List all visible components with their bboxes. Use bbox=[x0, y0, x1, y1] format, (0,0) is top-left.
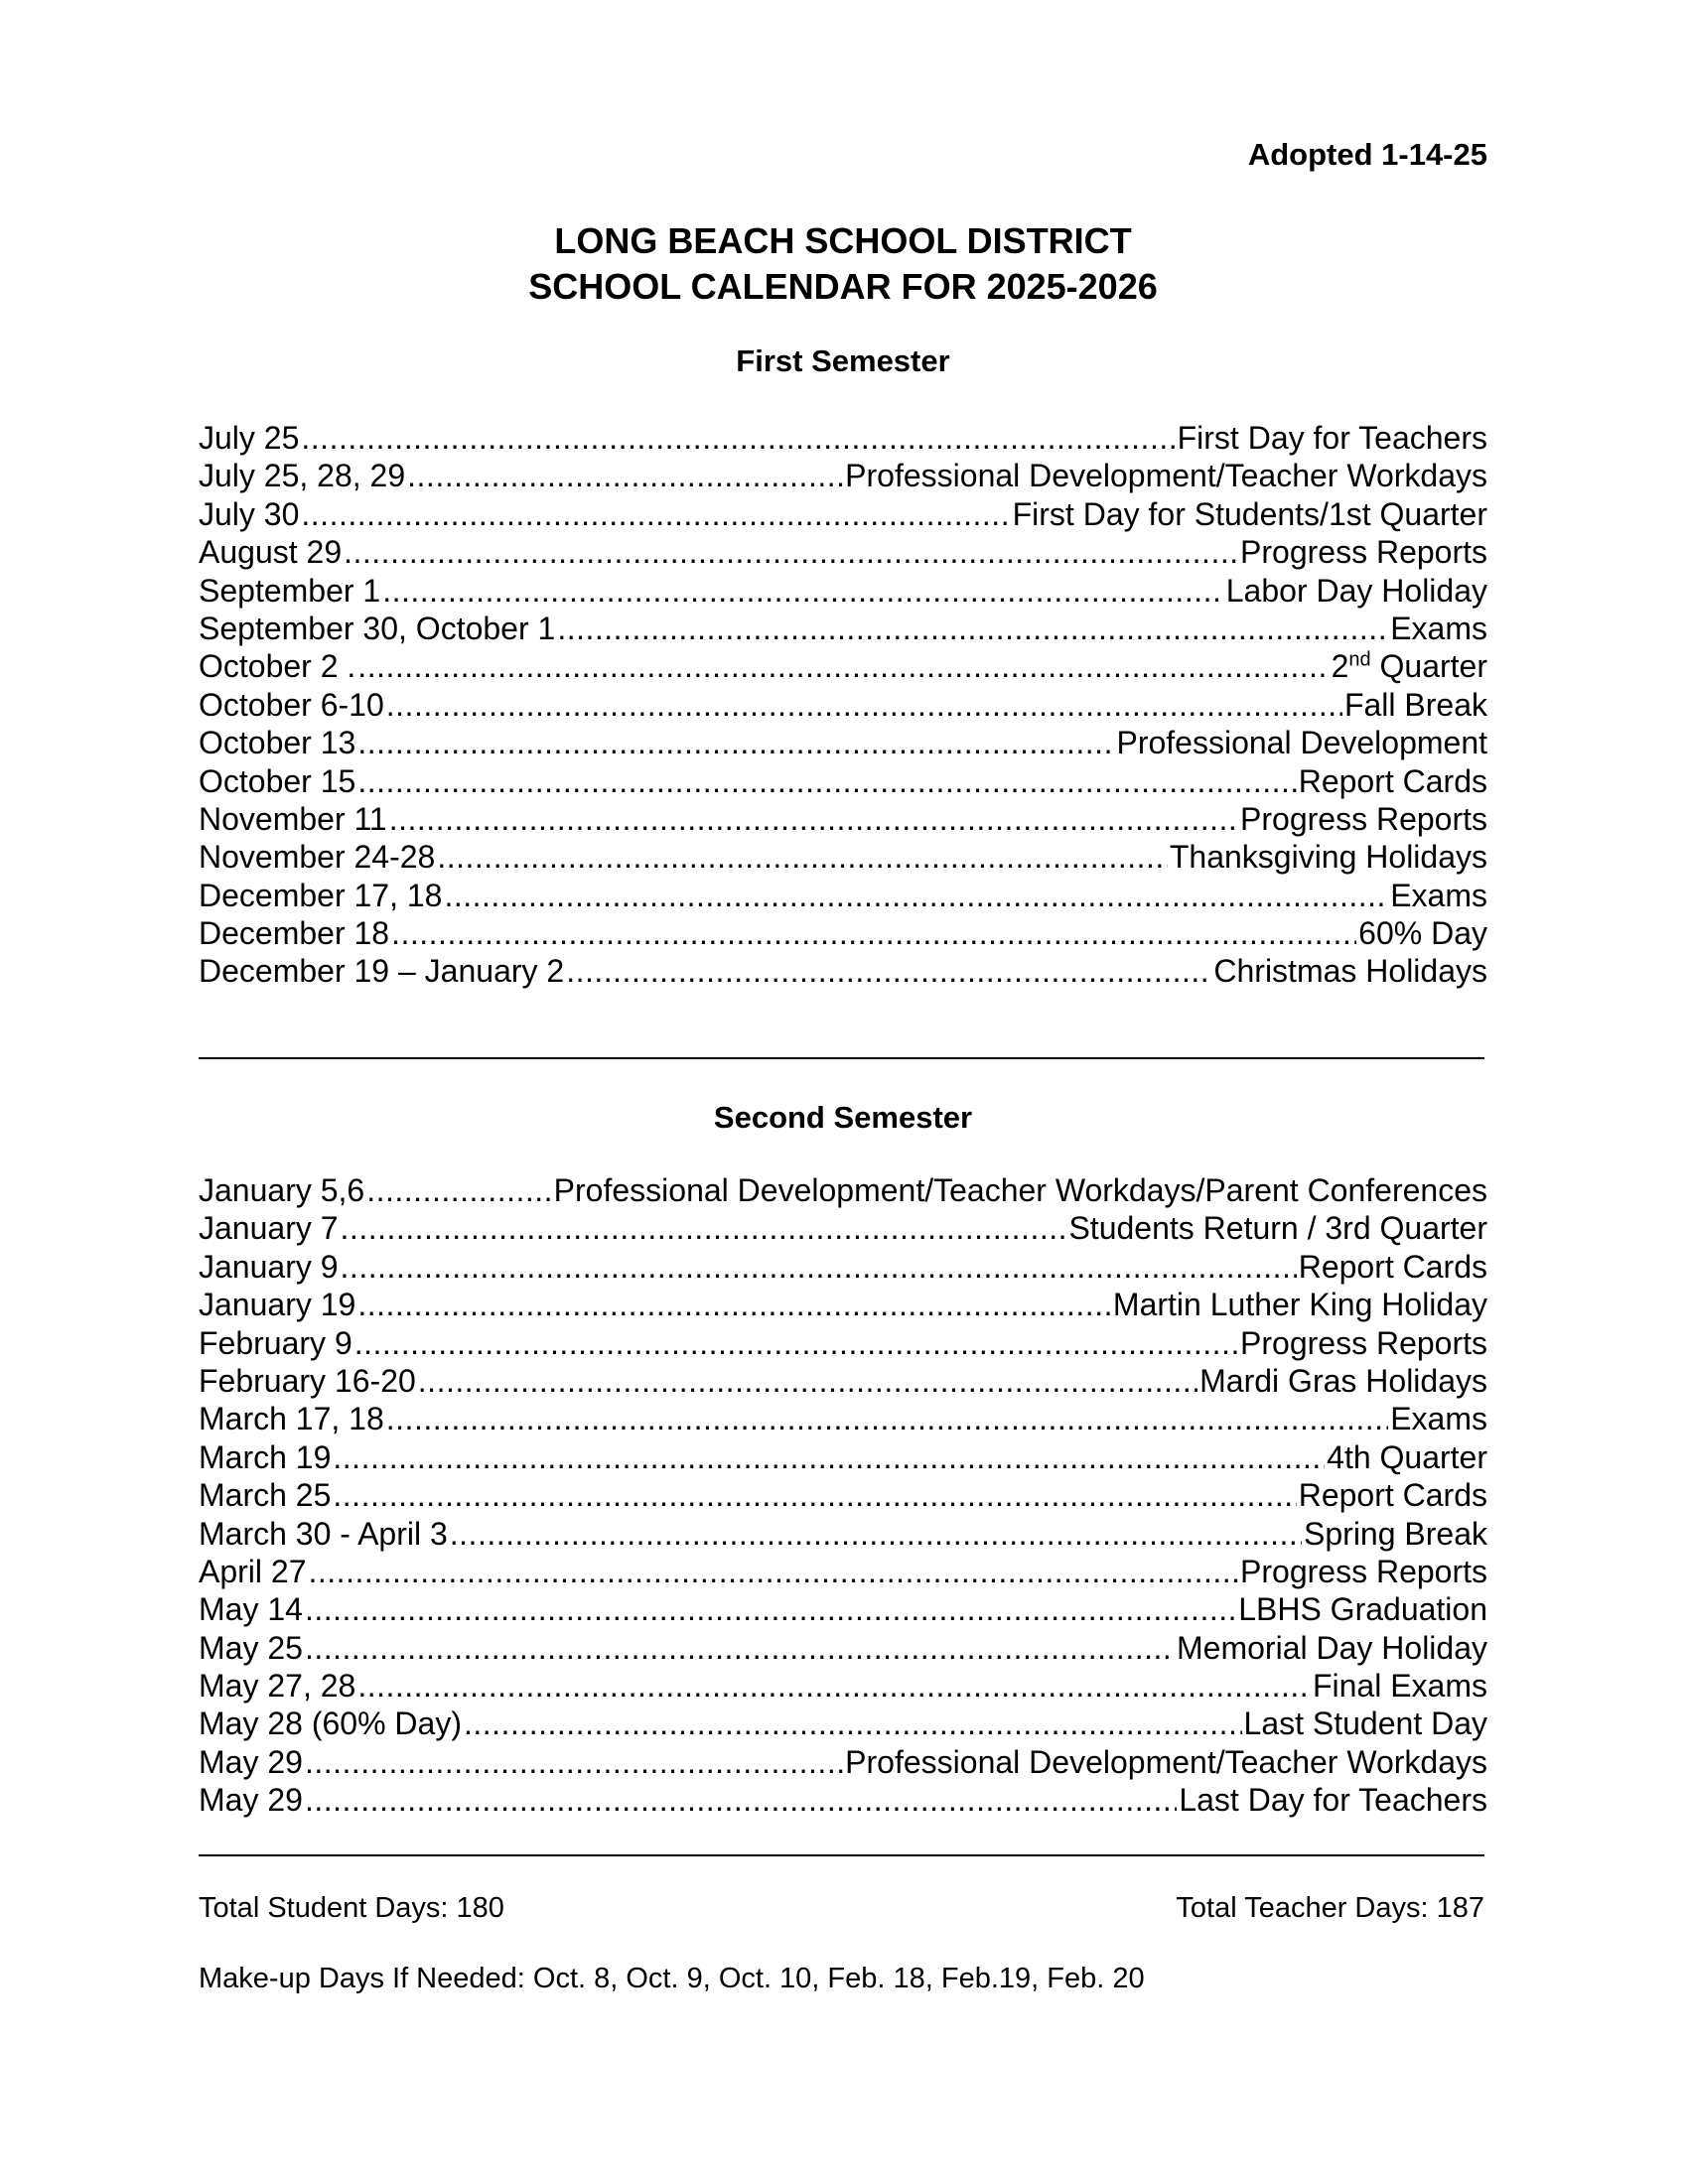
dot-leader bbox=[450, 1515, 1302, 1553]
calendar-entry bbox=[199, 1590, 1487, 1628]
entry-date: May 14 bbox=[199, 1591, 303, 1628]
calendar-entry bbox=[199, 495, 1487, 533]
entry-event: Professional Development/Teacher Workdays bbox=[845, 458, 1487, 494]
entry-date: May 28 (60% Day) bbox=[199, 1706, 462, 1742]
entry-event: Labor Day Holiday bbox=[1225, 572, 1487, 609]
entry-date: February 16-20 bbox=[199, 1362, 416, 1399]
calendar-entry bbox=[199, 1476, 1487, 1514]
section-divider bbox=[199, 1057, 1484, 1059]
dot-leader bbox=[357, 1286, 1111, 1323]
calendar-entry bbox=[199, 762, 1487, 800]
entry-date: December 17, 18 bbox=[199, 877, 443, 913]
entry-event: Last Student Day bbox=[1243, 1706, 1487, 1742]
entry-event: Martin Luther King Holiday bbox=[1112, 1287, 1487, 1323]
dot-leader bbox=[305, 1781, 1177, 1819]
dot-leader bbox=[301, 495, 1010, 533]
entry-event: Fall Break bbox=[1343, 686, 1487, 723]
dot-leader bbox=[464, 1705, 1242, 1742]
entry-date: May 25 bbox=[199, 1629, 303, 1666]
entry-date: September 1 bbox=[199, 572, 381, 609]
entry-date: May 29 bbox=[199, 1743, 303, 1780]
dot-leader bbox=[341, 1248, 1297, 1286]
entry-event: Final Exams bbox=[1312, 1668, 1487, 1705]
second-semester-heading: Second Semester bbox=[713, 1100, 973, 1135]
calendar-entry bbox=[199, 572, 1487, 610]
event-number: 2 bbox=[1331, 648, 1349, 685]
dot-leader bbox=[354, 1324, 1238, 1362]
title-line-calendar: SCHOOL CALENDAR FOR 2025-2026 bbox=[528, 266, 1158, 307]
entry-event: Report Cards bbox=[1298, 762, 1487, 799]
entry-date: January 9 bbox=[199, 1248, 339, 1285]
entry-date: July 25, 28, 29 bbox=[199, 458, 406, 494]
entry-date: October 15 bbox=[199, 762, 356, 799]
entry-event: Exams bbox=[1390, 610, 1487, 646]
calendar-entry bbox=[199, 800, 1487, 838]
entry-date: March 30 - April 3 bbox=[199, 1515, 448, 1552]
entry-date: November 11 bbox=[199, 800, 387, 837]
dot-leader bbox=[357, 647, 1329, 685]
entry-event: LBHS Graduation bbox=[1238, 1591, 1487, 1628]
entry-event: Christmas Holidays bbox=[1213, 953, 1487, 990]
dot-leader bbox=[305, 1743, 843, 1781]
calendar-entry bbox=[199, 610, 1487, 647]
dot-leader bbox=[357, 724, 1114, 761]
total-student-days: Total Student Days: 180 bbox=[199, 1892, 504, 1924]
calendar-entry bbox=[199, 1705, 1487, 1742]
dot-leader bbox=[305, 1629, 1175, 1667]
dot-leader bbox=[389, 800, 1238, 838]
dot-leader bbox=[301, 419, 1175, 457]
entry-date: March 17, 18 bbox=[199, 1401, 384, 1437]
calendar-entry bbox=[199, 1286, 1487, 1323]
dot-leader bbox=[344, 533, 1238, 571]
dot-leader bbox=[407, 457, 843, 494]
calendar-entry bbox=[199, 457, 1487, 494]
dot-leader bbox=[437, 838, 1168, 876]
entry-event: First Day for Students/1st Quarter bbox=[1012, 495, 1487, 532]
calendar-entry bbox=[199, 1171, 1487, 1209]
dot-leader bbox=[357, 762, 1296, 800]
page-title bbox=[199, 218, 1487, 310]
dot-leader bbox=[305, 1590, 1236, 1628]
calendar-entry bbox=[199, 1362, 1487, 1400]
calendar-entry bbox=[199, 1324, 1487, 1362]
calendar-entry bbox=[199, 1553, 1487, 1590]
entry-event: First Day for Teachers bbox=[1177, 420, 1487, 456]
dot-leader bbox=[357, 1667, 1311, 1705]
dot-leader bbox=[386, 686, 1342, 724]
total-teacher-days: Total Teacher Days: 187 bbox=[1176, 1892, 1484, 1924]
event-ordinal-suffix: nd bbox=[1348, 648, 1371, 671]
calendar-entry bbox=[199, 686, 1487, 724]
entry-date: September 30, October 1 bbox=[199, 610, 556, 646]
totals-row bbox=[199, 1892, 1484, 1925]
entry-event: Spring Break bbox=[1304, 1515, 1487, 1552]
makeup-days: Make-up Days If Needed: Oct. 8, Oct. 9, Oct. 10, Feb. 18, Feb.19, Feb. 20 bbox=[199, 1963, 1145, 1994]
entry-date: January 5,6 bbox=[199, 1172, 365, 1208]
entry-date: December 18 bbox=[199, 915, 390, 952]
entry-date: May 29 bbox=[199, 1782, 303, 1819]
entry-date: January 7 bbox=[199, 1210, 339, 1247]
dot-leader bbox=[333, 1438, 1325, 1476]
footer-divider bbox=[199, 1854, 1484, 1856]
dot-leader bbox=[557, 610, 1388, 647]
calendar-entry bbox=[199, 647, 1487, 685]
calendar-entry bbox=[199, 1400, 1487, 1437]
dot-leader bbox=[418, 1362, 1197, 1400]
entry-event: Exams bbox=[1390, 1401, 1487, 1437]
entry-event: Thanksgiving Holidays bbox=[1169, 839, 1487, 876]
entry-event: Progress Reports bbox=[1240, 534, 1487, 571]
entry-event bbox=[1332, 647, 1487, 685]
entry-event: Report Cards bbox=[1298, 1248, 1487, 1285]
entry-event: Professional Development bbox=[1116, 725, 1487, 761]
dot-leader bbox=[391, 914, 1356, 952]
entry-event: Exams bbox=[1390, 877, 1487, 913]
calendar-entry bbox=[199, 1629, 1487, 1667]
calendar-entry bbox=[199, 1743, 1487, 1781]
second-semester-list bbox=[199, 1171, 1487, 1820]
entry-event: Memorial Day Holiday bbox=[1177, 1629, 1487, 1666]
calendar-entry bbox=[199, 838, 1487, 876]
entry-date: May 27, 28 bbox=[199, 1668, 356, 1705]
entry-event: Progress Reports bbox=[1240, 1324, 1487, 1361]
calendar-entry bbox=[199, 1438, 1487, 1476]
calendar-entry bbox=[199, 1209, 1487, 1247]
event-label: Quarter bbox=[1370, 648, 1487, 685]
entry-date: July 25 bbox=[199, 420, 300, 456]
entry-date: October 13 bbox=[199, 725, 356, 761]
dot-leader bbox=[382, 572, 1224, 610]
entry-event: Progress Reports bbox=[1240, 800, 1487, 837]
entry-date: March 19 bbox=[199, 1438, 332, 1475]
entry-date: October 2 . bbox=[199, 648, 356, 685]
entry-date: February 9 bbox=[199, 1324, 352, 1361]
entry-date: March 25 bbox=[199, 1477, 332, 1514]
calendar-entry bbox=[199, 952, 1487, 990]
entry-event: Report Cards bbox=[1298, 1477, 1487, 1514]
dot-leader bbox=[366, 1171, 551, 1209]
entry-event: Students Return / 3rd Quarter bbox=[1068, 1210, 1487, 1247]
calendar-entry bbox=[199, 1248, 1487, 1286]
entry-event: 60% Day bbox=[1358, 915, 1487, 952]
first-semester-list bbox=[199, 419, 1487, 991]
first-semester-heading: First Semester bbox=[736, 343, 950, 378]
entry-date: December 19 – January 2 bbox=[199, 953, 565, 990]
calendar-entry bbox=[199, 877, 1487, 914]
adopted-date: Adopted 1-14-25 bbox=[1247, 137, 1487, 172]
calendar-entry bbox=[199, 1515, 1487, 1553]
dot-leader bbox=[566, 952, 1211, 990]
entry-event: Professional Development/Teacher Workdays bbox=[845, 1743, 1487, 1780]
entry-event: Last Day for Teachers bbox=[1179, 1782, 1487, 1819]
dot-leader bbox=[309, 1553, 1239, 1590]
dot-leader bbox=[444, 877, 1388, 914]
entry-event: Progress Reports bbox=[1240, 1553, 1487, 1589]
dot-leader bbox=[386, 1400, 1388, 1437]
entry-date: July 30 bbox=[199, 495, 300, 532]
calendar-entry bbox=[199, 914, 1487, 952]
calendar-entry bbox=[199, 1781, 1487, 1819]
dot-leader bbox=[333, 1476, 1296, 1514]
calendar-entry bbox=[199, 419, 1487, 457]
calendar-entry bbox=[199, 533, 1487, 571]
entry-date: April 27 bbox=[199, 1553, 307, 1589]
entry-date: November 24-28 bbox=[199, 839, 436, 876]
entry-event: Mardi Gras Holidays bbox=[1199, 1362, 1487, 1399]
entry-date: August 29 bbox=[199, 534, 343, 571]
entry-date: January 19 bbox=[199, 1287, 356, 1323]
calendar-entry bbox=[199, 724, 1487, 761]
entry-event: 4th Quarter bbox=[1327, 1438, 1487, 1475]
dot-leader bbox=[341, 1209, 1067, 1247]
calendar-entry bbox=[199, 1667, 1487, 1705]
entry-event: Professional Development/Teacher Workdays/Parent Conferences bbox=[553, 1172, 1487, 1208]
title-line-district: LONG BEACH SCHOOL DISTRICT bbox=[554, 220, 1132, 261]
entry-date: October 6-10 bbox=[199, 686, 384, 723]
